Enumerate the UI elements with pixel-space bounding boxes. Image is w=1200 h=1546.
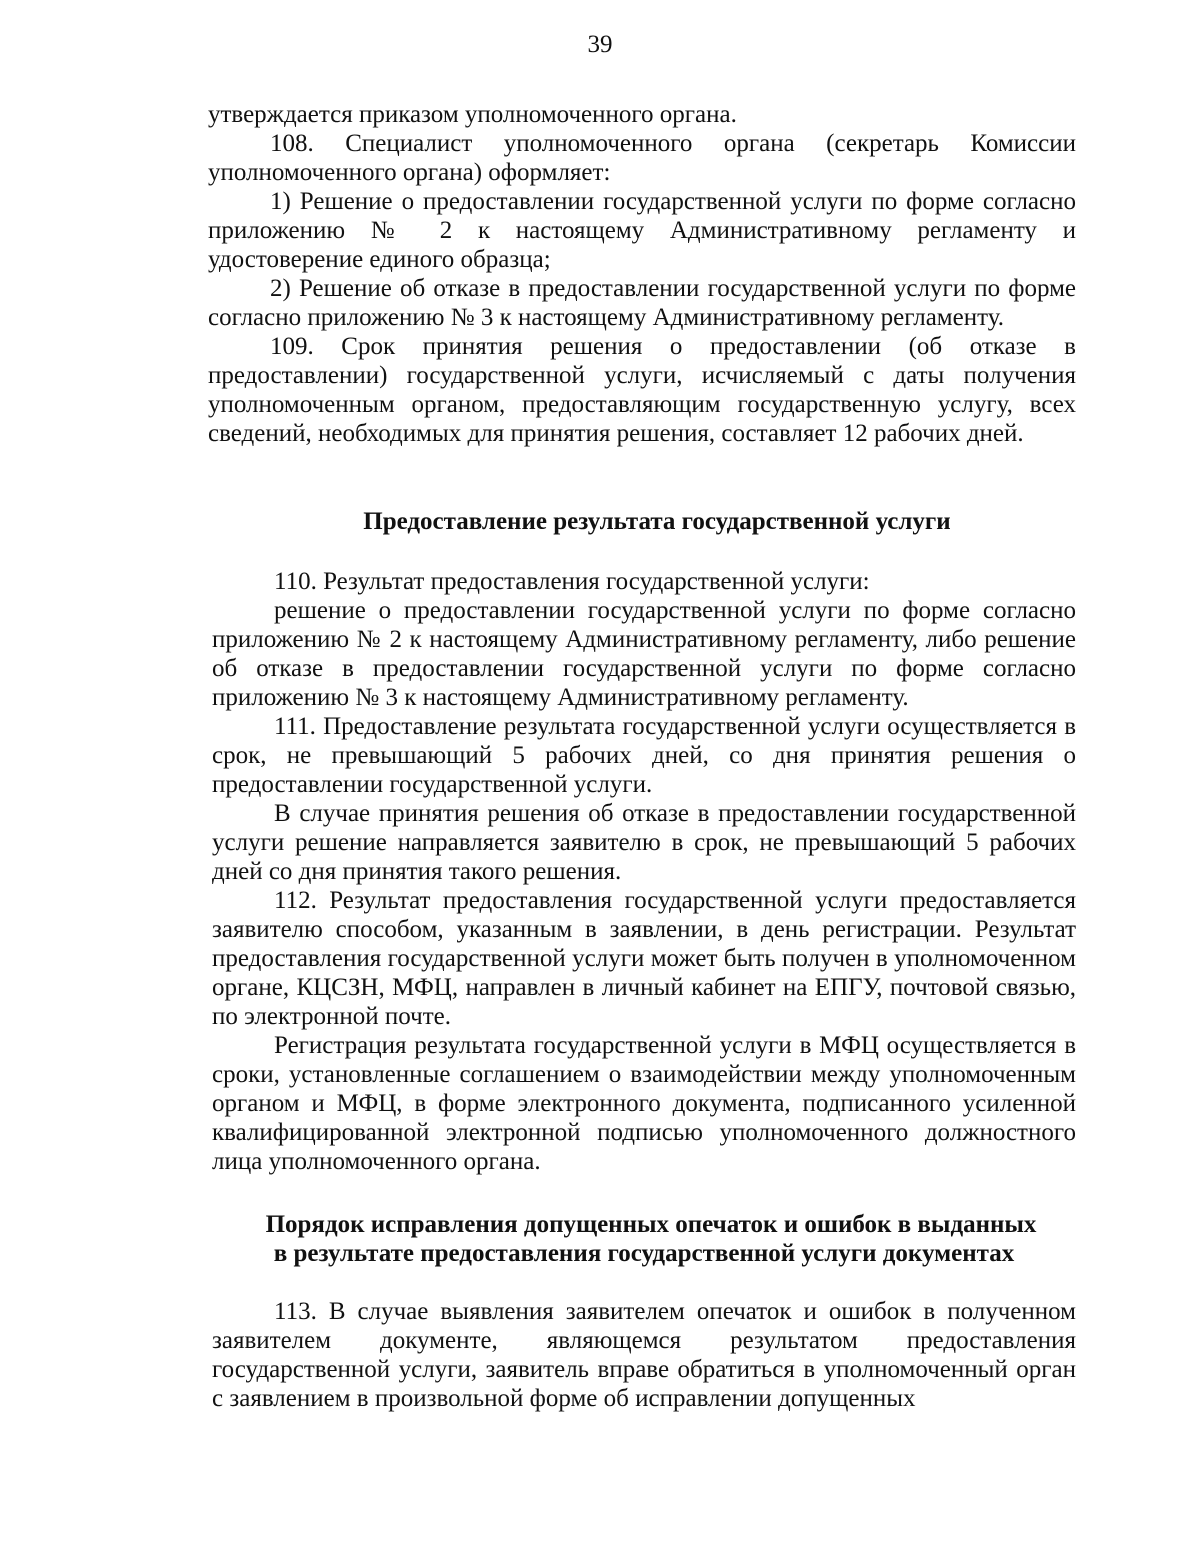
text-block-bottom <box>212 1297 1076 1413</box>
paragraph: 1) Решение о предоставлении государственной услуги по форме согласно приложению № 2 к настоящему Административному регламенту и удостоверение единого образца; <box>208 188 1076 273</box>
section-heading-line: в результате предоставления государственной услуги документах <box>273 1240 1015 1267</box>
paragraph: 111. Предоставление результата государственной услуги осуществляется в срок, не превышающий 5 рабочих дней, со дня принятия решения о предоставлении государственной услуги. <box>212 713 1076 798</box>
paragraph: 109. Срок принятия решения о предоставлении (об отказе в предоставлении) государственной услуги, исчисляемый с даты получения уполномоченным органом, предоставляющим государственную услугу, всех сведений, необходимых для принятия решения, составляет 12 рабочих дней. <box>208 333 1076 447</box>
paragraph: В случае принятия решения об отказе в предоставлении государственной услуги решение направляется заявителю в срок, не превышающий 5 рабочих дней со дня принятия такого решения. <box>212 800 1076 885</box>
paragraph: Регистрация результата государственной услуги в МФЦ осуществляется в сроки, установленные соглашением о взаимодействии между уполномоченным органом и МФЦ, в форме электронного документа, подписанного усиленной квалифицированной электронной подписью уполномоченного должностного лица уполномоченного органа. <box>212 1032 1076 1175</box>
paragraph: 110. Результат предоставления государственной услуги: <box>274 568 870 595</box>
section-heading-1-wrap <box>212 507 1076 536</box>
paragraph: решение о предоставлении государственной услуги по форме согласно приложению № 2 к настоящему Административному регламенту, либо решение об отказе в предоставлении государственной услуги по форме согласно приложению № 3 к настоящему Административному регламенту. <box>212 597 1076 711</box>
paragraph: 2) Решение об отказе в предоставлении государственной услуги по форме согласно приложению № 3 к настоящему Административному регламенту. <box>208 275 1076 331</box>
paragraph: 112. Результат предоставления государственной услуги предоставляется заявителю способом, указанным в заявлении, в день регистрации. Результат предоставления государственной услуги может быть получен в уполномоченном органе, КЦСЗН, МФЦ, направлен в личный кабинет на ЕПГУ, почтовой связью, по электронной почте. <box>212 887 1076 1030</box>
paragraph: 113. В случае выявления заявителем опечаток и ошибок в полученном заявителем документе, являющемся результатом предоставления государственной услуги, заявитель вправе обратиться в уполномоченный орган с заявлением в произвольной форме об исправлении допущенных <box>212 1298 1076 1412</box>
text-block-middle <box>212 567 1076 1176</box>
section-heading-2-wrap <box>212 1210 1076 1268</box>
paragraph: утверждается приказом уполномоченного органа. <box>208 101 737 128</box>
page-number: 39 <box>587 31 613 58</box>
paragraph: 108. Специалист уполномоченного органа (секретарь Комиссии уполномоченного органа) оформляет: <box>208 130 1076 186</box>
section-heading-line: Порядок исправления допущенных опечаток и ошибок в выданных <box>265 1211 1037 1238</box>
section-heading: Предоставление результата государственной услуги <box>363 508 951 535</box>
text-block-top <box>208 100 1076 448</box>
